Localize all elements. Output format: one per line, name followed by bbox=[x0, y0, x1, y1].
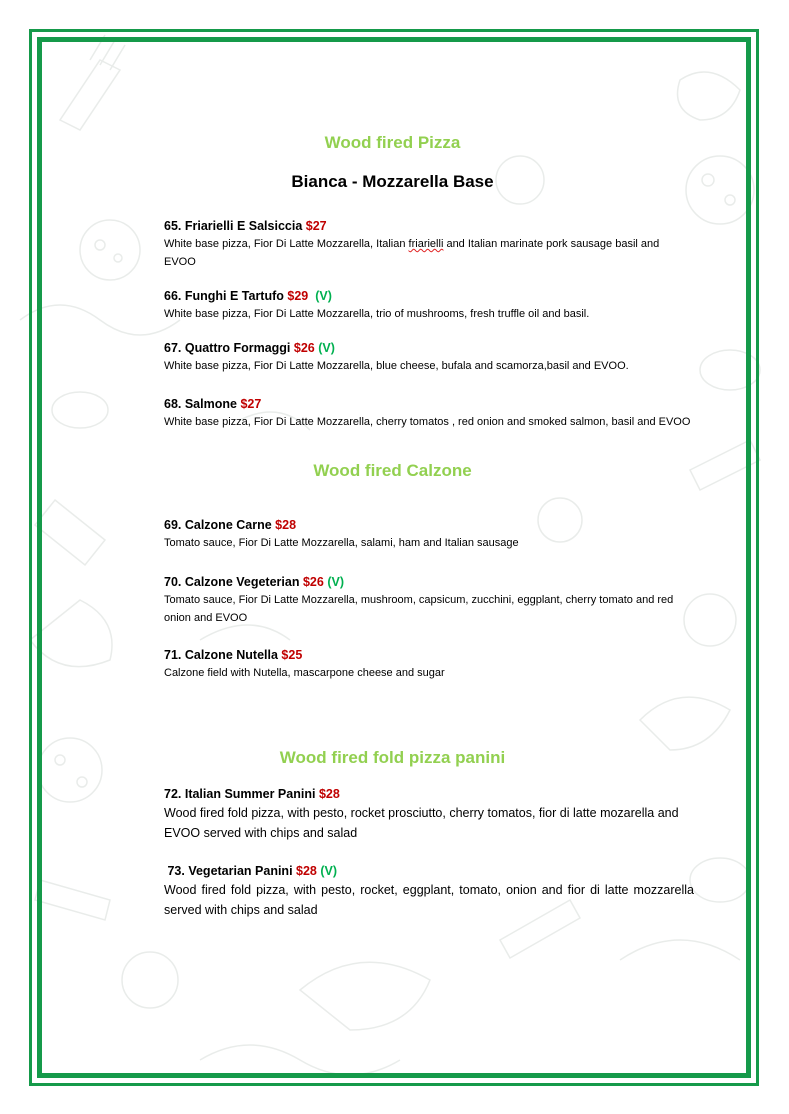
item-description: White base pizza, Fior Di Latte Mozzarella, blue cheese, bufala and scamorza,basil and EVOO. bbox=[164, 360, 629, 372]
item-price: $29 bbox=[287, 289, 309, 303]
item-description-text: White base pizza, Fior Di Latte Mozzarella, Italian bbox=[164, 238, 409, 250]
item-name: 67. Quattro Formaggi bbox=[164, 341, 291, 355]
item-price: $27 bbox=[240, 397, 262, 411]
item-title bbox=[164, 862, 694, 880]
item-name: 68. Salmone bbox=[164, 397, 237, 411]
item-name: 65. Friarielli E Salsiccia bbox=[164, 219, 303, 233]
section-subtitle-bianca: Bianca - Mozzarella Base bbox=[291, 172, 494, 191]
item-price: $26 bbox=[293, 341, 315, 355]
item-name: 70. Calzone Vegeterian bbox=[164, 575, 300, 589]
item-description: Tomato sauce, Fior Di Latte Mozzarella, salami, ham and Italian sausage bbox=[164, 537, 519, 549]
item-title bbox=[164, 339, 694, 357]
item-description-misspelled: friarielli bbox=[408, 238, 444, 250]
item-price: $26 bbox=[302, 575, 324, 589]
item-name: 69. Calzone Carne bbox=[164, 518, 272, 532]
menu-item bbox=[164, 287, 694, 323]
item-title bbox=[164, 395, 694, 413]
section-title-pizza: Wood fired Pizza bbox=[324, 133, 461, 152]
item-description: Calzone field with Nutella, mascarpone cheese and sugar bbox=[164, 667, 445, 679]
item-price: $27 bbox=[305, 219, 327, 233]
section-title-panini: Wood fired fold pizza panini bbox=[279, 748, 506, 767]
item-description: Wood fired fold pizza, with pesto, rocket, eggplant, tomato, onion and fior di latte mozzarella served with chips and salad bbox=[164, 883, 694, 917]
item-description: White base pizza, Fior Di Latte Mozzarella, cherry tomatos , red onion and smoked salmon, basil and EVOO bbox=[164, 416, 691, 428]
item-description: Wood fired fold pizza, with pesto, rocket prosciutto, cherry tomatos, fior di latte mozarella and EVOO served with chips and salad bbox=[164, 806, 679, 840]
vegetarian-badge: (V) bbox=[318, 341, 335, 355]
vegetarian-badge: (V) bbox=[327, 575, 344, 589]
item-description: White base pizza, Fior Di Latte Mozzarella, trio of mushrooms, fresh truffle oil and basil. bbox=[164, 308, 590, 320]
menu-item bbox=[164, 646, 694, 682]
menu-item bbox=[164, 395, 694, 431]
item-price: $28 bbox=[275, 518, 297, 532]
item-price: $25 bbox=[281, 648, 303, 662]
item-name: 71. Calzone Nutella bbox=[164, 648, 278, 662]
menu-item bbox=[164, 339, 694, 375]
item-description: Tomato sauce, Fior Di Latte Mozzarella, mushroom, capsicum, zucchini, eggplant, cherry tomato and red onion and EVOO bbox=[164, 594, 674, 624]
item-title bbox=[164, 516, 694, 534]
menu-item bbox=[164, 516, 694, 552]
item-description bbox=[164, 235, 694, 271]
item-title bbox=[164, 217, 694, 235]
menu-item bbox=[164, 573, 694, 627]
menu-item bbox=[164, 862, 694, 920]
item-name: 72. Italian Summer Panini bbox=[164, 787, 316, 801]
vegetarian-badge: (V) bbox=[320, 864, 338, 878]
menu-item bbox=[164, 785, 694, 843]
item-name: 66. Funghi E Tartufo bbox=[164, 289, 284, 303]
item-name: 73. Vegetarian Panini bbox=[167, 864, 293, 878]
menu-item bbox=[164, 217, 694, 271]
item-title bbox=[164, 646, 694, 664]
vegetarian-badge: (V) bbox=[315, 289, 332, 303]
section-title-calzone: Wood fired Calzone bbox=[313, 461, 472, 480]
item-title bbox=[164, 287, 694, 305]
item-price: $28 bbox=[318, 787, 340, 801]
item-title bbox=[164, 785, 694, 803]
item-title bbox=[164, 573, 694, 591]
item-description-text: and Italian marinate pork sausage basil and EVOO bbox=[164, 238, 660, 268]
menu-frame-inner bbox=[37, 37, 751, 1078]
item-price: $28 bbox=[296, 864, 317, 878]
